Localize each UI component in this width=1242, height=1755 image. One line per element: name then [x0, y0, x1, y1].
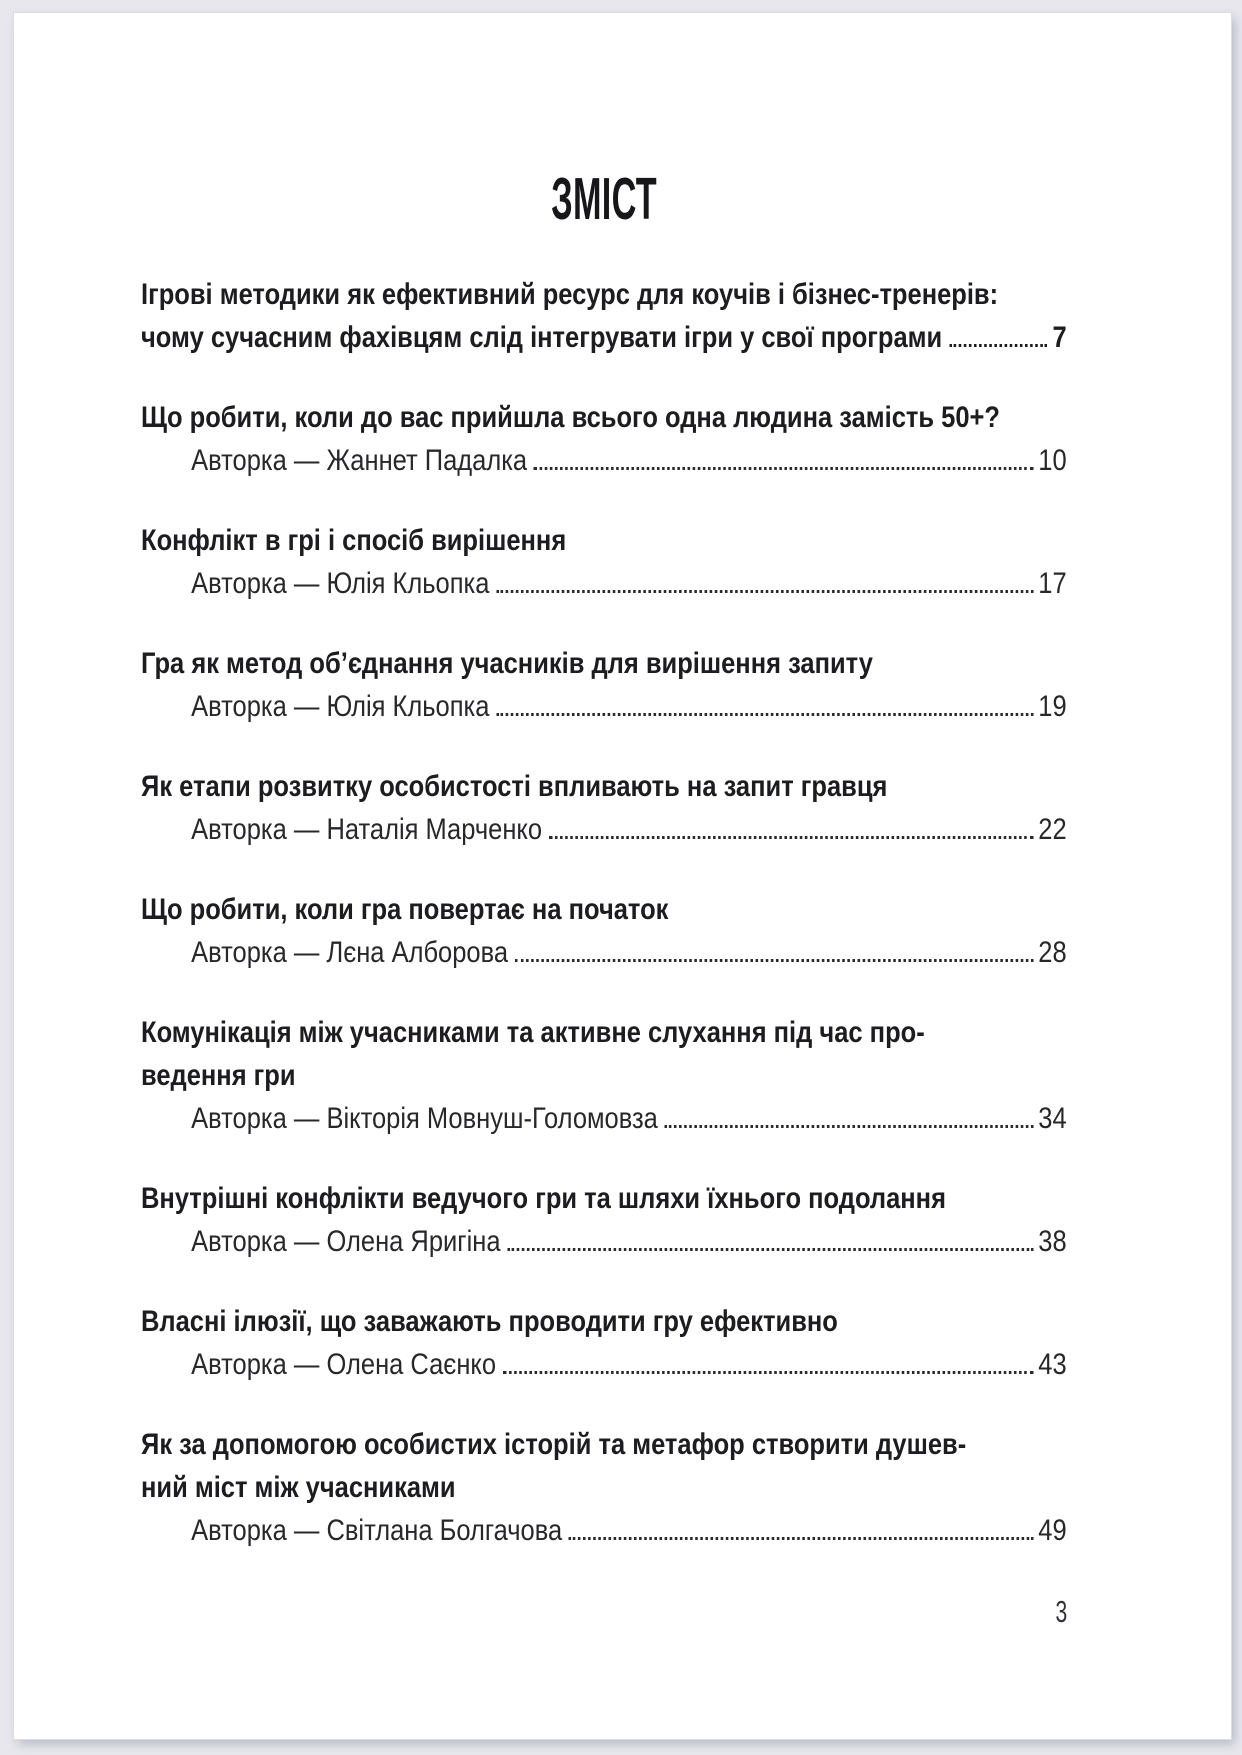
- toc-entry-title-line: [141, 765, 1067, 808]
- toc-entry: [141, 273, 1067, 359]
- toc-entry-author-inner: [141, 439, 1067, 482]
- toc-entry-author-line: [141, 1343, 1067, 1386]
- toc-entry: [141, 888, 1067, 974]
- toc-entry-author-inner: [141, 1097, 1067, 1140]
- leader-dots: [549, 831, 1033, 839]
- toc-entry-title-text: Як за допомогою особистих історій та метафор створити душев-: [141, 1428, 967, 1461]
- toc-entry-author-text: Авторка — Юлія Кльопка: [191, 567, 490, 600]
- toc-entry-author-text: Авторка — Жаннет Падалка: [191, 444, 528, 477]
- toc-entry-author-line: [141, 1097, 1067, 1140]
- page-content: [141, 13, 1067, 1589]
- toc-entry-page-number: 28: [1038, 936, 1067, 969]
- toc-entry-title-text: Ігрові методики як ефективний ресурс для коучів і бізнес-тренерів:: [141, 278, 999, 311]
- toc-entry-page-number: 34: [1038, 1102, 1067, 1135]
- toc-entry-title-text: Власні ілюзії, що заважають проводити гру ефективно: [141, 1305, 838, 1338]
- toc-entry: [141, 1011, 1067, 1140]
- toc-entry-title-line: [141, 642, 1067, 685]
- toc-entry-title-inner: [141, 1466, 1067, 1509]
- toc-entry-page-number: 19: [1038, 690, 1067, 723]
- leader-dots: [534, 462, 1033, 470]
- toc-entry-author-inner: [141, 1220, 1067, 1263]
- toc-entry-author-line: [141, 1509, 1067, 1552]
- toc-entry-page-number: 22: [1038, 813, 1067, 846]
- toc-entry-author-text: Авторка — Юлія Кльопка: [191, 690, 490, 723]
- page-title: [141, 166, 1067, 232]
- toc-entry: [141, 1300, 1067, 1386]
- toc-entry-author-line: [141, 439, 1067, 482]
- toc-entry-title-inner: [141, 1177, 1067, 1220]
- leader-dots: [515, 954, 1033, 962]
- toc-entry: [141, 765, 1067, 851]
- toc-entry-author-text: Авторка — Олена Саєнко: [191, 1348, 497, 1381]
- page-number-text: 3: [1055, 1594, 1067, 1629]
- toc-entry-title-line: [141, 1054, 1067, 1097]
- leader-dots: [665, 1120, 1034, 1128]
- toc-entry-title-inner: [141, 396, 1067, 439]
- leader-dots: [949, 339, 1047, 347]
- toc-entry-title-text: Конфлікт в грі і спосіб вирішення: [141, 524, 567, 557]
- toc-entry-title-inner: [141, 316, 1067, 359]
- toc-entry-author-text: Авторка — Олена Яригіна: [191, 1225, 501, 1258]
- toc-entry: [141, 396, 1067, 482]
- toc-entry-title-inner: [141, 1423, 1067, 1466]
- toc-entry-author-inner: [141, 562, 1067, 605]
- toc-entry-title-line: [141, 273, 1067, 316]
- toc-entry-title-line: [141, 1423, 1067, 1466]
- toc-entry-title-inner: [141, 1011, 1067, 1054]
- toc-entry-title-text: ний міст між учасниками: [141, 1471, 456, 1504]
- toc-entry-title-text: Гра як метод об’єднання учасників для вирішення запиту: [141, 647, 873, 680]
- toc-entry-author-text: Авторка — Вікторія Мовнуш-Голомовза: [191, 1102, 658, 1135]
- leader-dots: [503, 1366, 1033, 1374]
- toc-entry-title-line: [141, 1177, 1067, 1220]
- toc-entry-title-text: ведення гри: [141, 1059, 296, 1092]
- toc-entry-author-line: [141, 931, 1067, 974]
- toc-entry-page-number: 49: [1038, 1514, 1067, 1547]
- toc-entry-author-line: [141, 685, 1067, 728]
- toc-entry-title-line: [141, 1300, 1067, 1343]
- toc-entry: [141, 642, 1067, 728]
- document-page: [14, 13, 1231, 1739]
- leader-dots: [569, 1532, 1033, 1540]
- toc-entry-title-line: [141, 1466, 1067, 1509]
- toc-entry-title-line: [141, 519, 1067, 562]
- toc-entry-author-inner: [141, 808, 1067, 851]
- toc-entry-page-number: 43: [1038, 1348, 1067, 1381]
- page-title-text: ЗМІСТ: [551, 166, 657, 232]
- toc-entry-author-inner: [141, 931, 1067, 974]
- toc-entry-page-number: 7: [1052, 321, 1067, 354]
- toc-entry-author-inner: [141, 1343, 1067, 1386]
- toc-entry-title-text: Що робити, коли гра повертає на початок: [141, 893, 669, 926]
- toc-entry: [141, 519, 1067, 605]
- toc-entry-title-line: [141, 1011, 1067, 1054]
- page-number: [141, 1590, 1067, 1633]
- toc-entry-title-text: чому сучасним фахівцям слід інтегрувати ігри у свої програми: [141, 321, 943, 354]
- toc-entry-title-inner: [141, 273, 1067, 316]
- toc-entry-title-text: Що робити, коли до вас прийшла всього одна людина замість 50+?: [141, 401, 1001, 434]
- toc-entry-title-text: Як етапи розвитку особистості впливають на запит гравця: [141, 770, 888, 803]
- toc-entry-author-line: [141, 808, 1067, 851]
- table-of-contents: [141, 273, 1067, 1552]
- toc-entry: [141, 1423, 1067, 1552]
- toc-entry-title-inner: [141, 642, 1067, 685]
- toc-entry-author-text: Авторка — Світлана Болгачова: [191, 1514, 563, 1547]
- toc-entry-author-inner: [141, 1509, 1067, 1552]
- toc-entry: [141, 1177, 1067, 1263]
- toc-entry-title-line: [141, 888, 1067, 931]
- toc-entry-author-line: [141, 1220, 1067, 1263]
- toc-entry-title-text: Комунікація між учасниками та активне слухання під час про-: [141, 1016, 925, 1049]
- toc-entry-page-number: 10: [1038, 444, 1067, 477]
- leader-dots: [496, 708, 1033, 716]
- toc-entry-title-text: Внутрішні конфлікти ведучого гри та шляхи їхнього подолання: [141, 1182, 946, 1215]
- toc-entry-title-inner: [141, 1054, 1067, 1097]
- toc-entry-page-number: 38: [1038, 1225, 1067, 1258]
- toc-entry-author-text: Авторка — Наталія Марченко: [191, 813, 543, 846]
- toc-entry-author-line: [141, 562, 1067, 605]
- toc-entry-title-inner: [141, 888, 1067, 931]
- toc-entry-page-number: 17: [1038, 567, 1067, 600]
- leader-dots: [496, 585, 1033, 593]
- leader-dots: [507, 1243, 1033, 1251]
- toc-entry-title-line: [141, 396, 1067, 439]
- toc-entry-title-inner: [141, 519, 1067, 562]
- toc-entry-title-line: [141, 316, 1067, 359]
- toc-entry-author-inner: [141, 685, 1067, 728]
- toc-entry-author-text: Авторка — Лєна Алборова: [191, 936, 509, 969]
- toc-entry-title-inner: [141, 765, 1067, 808]
- toc-entry-title-inner: [141, 1300, 1067, 1343]
